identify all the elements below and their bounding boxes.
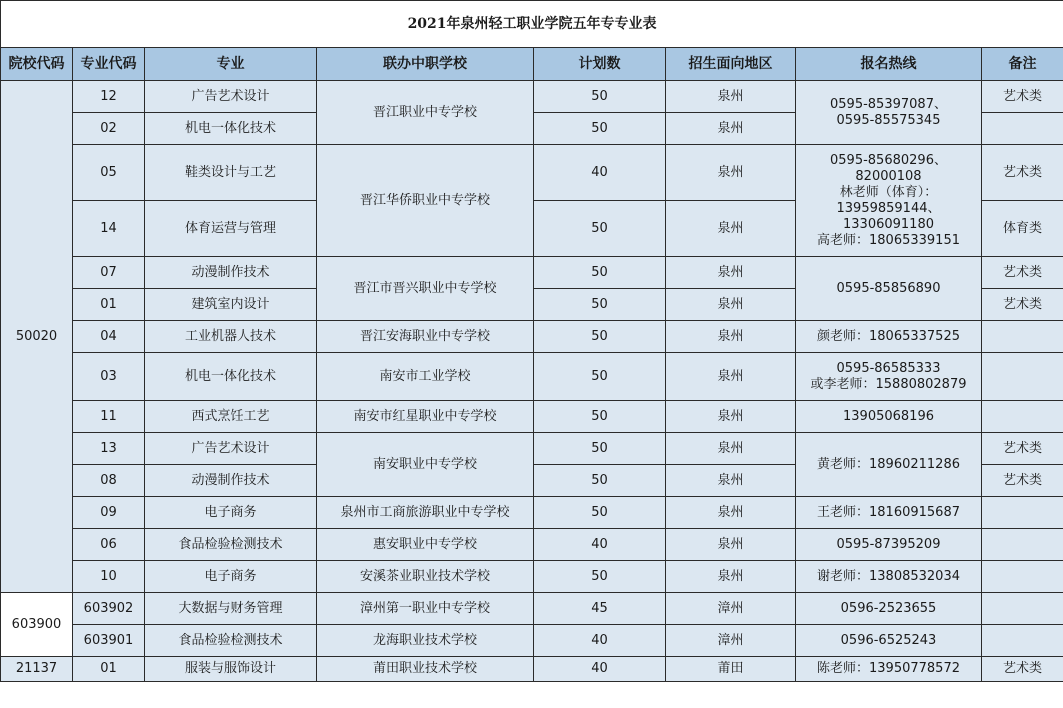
major-cell: 西式烹饪工艺 [145,401,317,433]
region-cell: 泉州 [666,81,796,113]
header-school: 联办中职学校 [317,48,534,81]
hotline-cell: 谢老师：13808532034 [796,561,982,593]
major-cell: 电子商务 [145,497,317,529]
major-code-cell: 05 [73,145,145,201]
school-cell: 南安职业中专学校 [317,433,534,497]
major-cell: 广告艺术设计 [145,81,317,113]
hotline-line: 82000108 [855,168,922,184]
note-cell: 艺术类 [982,145,1063,201]
major-cell: 动漫制作技术 [145,257,317,289]
table-row [1,625,1063,657]
hotline-line: 13959859144、 [836,200,941,216]
major-cell: 服装与服饰设计 [145,657,317,682]
region-cell: 泉州 [666,321,796,353]
hotline-line: 0595-86585333 [836,360,941,376]
note-cell: 艺术类 [982,465,1063,497]
hotline-cell: 0596-6525243 [796,625,982,657]
hotline-line: 高老师：18065339151 [817,232,960,248]
hotline-line: 0595-85575345 [836,112,941,128]
note-cell: 艺术类 [982,289,1063,321]
hotline-line: 13306091180 [843,216,934,232]
school-cell: 晋江华侨职业中专学校 [317,145,534,257]
hotline-cell [796,81,982,145]
region-cell: 莆田 [666,657,796,682]
school-cell: 南安市红星职业中专学校 [317,401,534,433]
table-row [1,401,1063,433]
major-code-cell: 603902 [73,593,145,625]
hotline-line: 或李老师：15880802879 [810,376,967,392]
plan-cell: 50 [534,289,666,321]
table-row [1,593,1063,625]
plan-cell: 50 [534,401,666,433]
plan-cell: 50 [534,113,666,145]
hotline-line: 林老师（体育）： [839,184,938,200]
note-cell: 艺术类 [982,257,1063,289]
note-cell [982,353,1063,401]
major-code-cell: 10 [73,561,145,593]
plan-cell: 50 [534,561,666,593]
hotline-line: 0595-85680296、 [830,152,947,168]
plan-cell: 50 [534,465,666,497]
note-cell [982,529,1063,561]
table-row [1,657,1063,682]
plan-cell: 45 [534,593,666,625]
region-cell: 泉州 [666,113,796,145]
table-row [1,497,1063,529]
major-cell: 大数据与财务管理 [145,593,317,625]
major-cell: 动漫制作技术 [145,465,317,497]
school-cell: 龙海职业技术学校 [317,625,534,657]
college-code-cell: 50020 [1,81,73,593]
hotline-cell: 13905068196 [796,401,982,433]
note-cell [982,561,1063,593]
note-cell: 艺术类 [982,657,1063,682]
school-cell: 南安市工业学校 [317,353,534,401]
college-code-cell: 21137 [1,657,73,682]
note-cell: 艺术类 [982,433,1063,465]
major-cell: 鞋类设计与工艺 [145,145,317,201]
major-code-cell: 12 [73,81,145,113]
note-cell: 艺术类 [982,81,1063,113]
major-cell: 工业机器人技术 [145,321,317,353]
table-row [1,353,1063,401]
plan-cell: 40 [534,625,666,657]
region-cell: 泉州 [666,433,796,465]
plan-cell: 50 [534,353,666,401]
major-cell: 机电一体化技术 [145,353,317,401]
region-cell: 泉州 [666,465,796,497]
school-cell: 漳州第一职业中专学校 [317,593,534,625]
major-code-cell: 13 [73,433,145,465]
region-cell: 泉州 [666,561,796,593]
region-cell: 泉州 [666,353,796,401]
major-cell: 食品检验检测技术 [145,529,317,561]
note-cell [982,625,1063,657]
note-cell [982,321,1063,353]
header-major-code: 专业代码 [73,48,145,81]
region-cell: 漳州 [666,593,796,625]
plan-cell: 40 [534,529,666,561]
major-code-cell: 03 [73,353,145,401]
major-cell: 电子商务 [145,561,317,593]
major-cell: 机电一体化技术 [145,113,317,145]
hotline-cell: 颜老师：18065337525 [796,321,982,353]
major-cell: 食品检验检测技术 [145,625,317,657]
region-cell: 漳州 [666,625,796,657]
school-cell: 惠安职业中专学校 [317,529,534,561]
major-code-cell: 14 [73,201,145,257]
major-code-cell: 09 [73,497,145,529]
header-row [1,48,1063,81]
major-code-cell: 07 [73,257,145,289]
hotline-cell: 黄老师：18960211286 [796,433,982,497]
header-plan: 计划数 [534,48,666,81]
hotline-cell: 0595-85856890 [796,257,982,321]
region-cell: 泉州 [666,257,796,289]
major-code-cell: 02 [73,113,145,145]
major-cell: 建筑室内设计 [145,289,317,321]
table-title: 2021年泉州轻工职业学院五年专专业表 [1,1,1063,48]
table-row [1,321,1063,353]
major-code-cell: 06 [73,529,145,561]
note-cell [982,113,1063,145]
college-code-cell: 603900 [1,593,73,657]
plan-cell: 50 [534,201,666,257]
plan-cell: 50 [534,433,666,465]
hotline-line: 0595-85397087、 [830,96,947,112]
major-code-cell: 01 [73,657,145,682]
header-note: 备注 [982,48,1063,81]
hotline-cell: 0595-87395209 [796,529,982,561]
plan-cell: 40 [534,145,666,201]
header-hotline: 报名热线 [796,48,982,81]
header-college-code: 院校代码 [1,48,73,81]
region-cell: 泉州 [666,145,796,201]
major-cell: 广告艺术设计 [145,433,317,465]
hotline-cell: 陈老师：13950778572 [796,657,982,682]
plan-cell: 50 [534,257,666,289]
hotline-cell [796,145,982,257]
school-cell: 安溪茶业职业技术学校 [317,561,534,593]
school-cell: 莆田职业技术学校 [317,657,534,682]
major-code-cell: 603901 [73,625,145,657]
school-cell: 泉州市工商旅游职业中专学校 [317,497,534,529]
table-row [1,433,1063,465]
note-cell [982,593,1063,625]
major-code-cell: 04 [73,321,145,353]
major-code-cell: 01 [73,289,145,321]
table-row [1,81,1063,113]
region-cell: 泉州 [666,497,796,529]
major-cell: 体育运营与管理 [145,201,317,257]
region-cell: 泉州 [666,529,796,561]
plan-cell: 50 [534,497,666,529]
major-code-cell: 11 [73,401,145,433]
hotline-cell: 0596-2523655 [796,593,982,625]
plan-cell: 50 [534,321,666,353]
hotline-cell: 王老师：18160915687 [796,497,982,529]
region-cell: 泉州 [666,401,796,433]
table-row [1,529,1063,561]
school-cell: 晋江市晋兴职业中专学校 [317,257,534,321]
table-row [1,561,1063,593]
table-row [1,257,1063,289]
header-major: 专业 [145,48,317,81]
school-cell: 晋江安海职业中专学校 [317,321,534,353]
major-code-cell: 08 [73,465,145,497]
note-cell: 体育类 [982,201,1063,257]
note-cell [982,497,1063,529]
header-region: 招生面向地区 [666,48,796,81]
note-cell [982,401,1063,433]
plan-cell: 50 [534,81,666,113]
plan-cell: 40 [534,657,666,682]
school-cell: 晋江职业中专学校 [317,81,534,145]
region-cell: 泉州 [666,201,796,257]
hotline-cell [796,353,982,401]
table-row [1,145,1063,201]
region-cell: 泉州 [666,289,796,321]
